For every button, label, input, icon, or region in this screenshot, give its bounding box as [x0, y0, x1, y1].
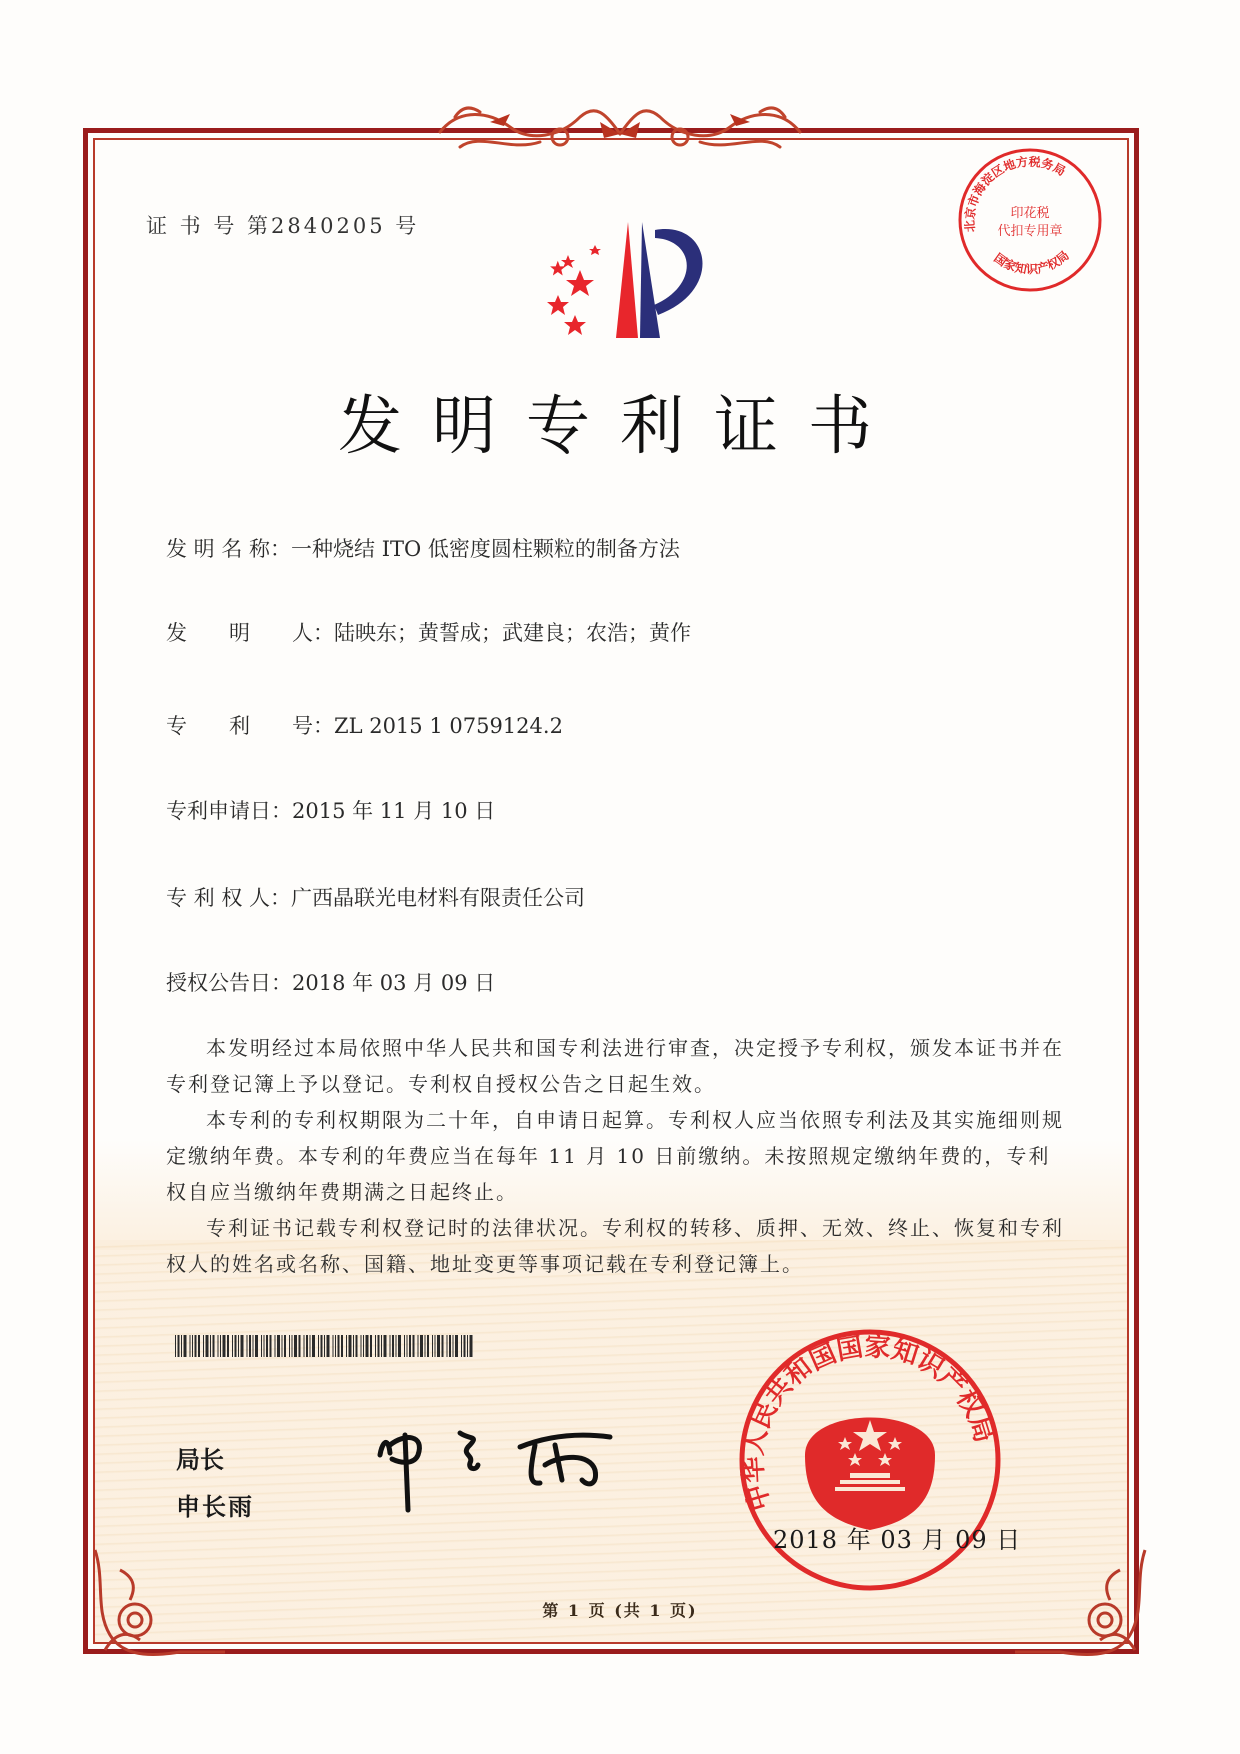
field-value: 广西晶联光电材料有限责任公司 [291, 886, 586, 910]
statement-paragraph: 本专利的专利权期限为二十年，自申请日起算。专利权人应当依照专利法及其实施细则规定缴纳年费。本专利的年费应当在每年 11 月 10 日前缴纳。未按照规定缴纳年费的，专利权自应当缴纳年费期满之日起终止。 [166, 1108, 1064, 1204]
dragon-ornament-icon [400, 92, 840, 162]
document-title: 发明专利证书 [338, 390, 902, 464]
field-application-date [166, 795, 495, 825]
field-value: 一种烧结 ITO 低密度圆柱颗粒的制备方法 [291, 537, 680, 561]
field-label: 发 明 名 称： [166, 537, 292, 561]
field-inventors [166, 617, 691, 647]
seal-date: 2018 年 03 月 09 日 [773, 1526, 1022, 1554]
svg-text:中华人民共和国国家知识产权局: 中华人民共和国国家知识产权局 [738, 1332, 999, 1514]
field-patent-number [166, 710, 563, 740]
field-value: 2018 年 03 月 09 日 [292, 971, 496, 995]
page-number: 第 1 页 (共 1 页) [542, 1601, 698, 1620]
svg-text:北京市海淀区地方税务局: 北京市海淀区地方税务局 [962, 154, 1068, 233]
statement-paragraph: 专利证书记载专利权登记时的法律状况。专利权的转移、质押、无效、终止、恢复和专利权人的姓名或名称、国籍、地址变更等事项记载在专利登记簿上。 [166, 1216, 1064, 1276]
field-invention-name [166, 533, 680, 563]
cnipa-logo-icon [520, 200, 720, 350]
field-value: 2015 年 11 月 10 日 [292, 799, 496, 823]
svg-text:代扣专用章: 代扣专用章 [997, 224, 1063, 239]
certificate-number-suffix: 号 [395, 214, 420, 238]
certificate-statement [166, 1030, 1066, 1282]
certificate-number-value: 2840205 [271, 214, 386, 238]
field-grant-date [166, 967, 495, 997]
field-value: ZL 2015 1 0759124.2 [334, 714, 563, 738]
field-patentee [166, 882, 585, 912]
national-emblem-icon [805, 1418, 935, 1531]
field-label: 授权公告日： [166, 971, 292, 995]
field-label: 专 利 权 人： [166, 886, 292, 910]
director-name: 申长雨 [176, 1493, 254, 1521]
field-label: 发 明 人： [166, 621, 334, 645]
barcode-icon [175, 1335, 475, 1357]
director-signature-icon [370, 1425, 630, 1515]
certificate-number-label: 证 书 号 第 [146, 214, 272, 238]
svg-text:国家知识产权局: 国家知识产权局 [991, 248, 1072, 277]
stamp-duty-seal-icon [955, 145, 1105, 295]
field-value: 陆映东；黄誓成；武建良；农浩；黄作 [334, 621, 691, 645]
field-label: 专利申请日： [166, 799, 292, 823]
statement-paragraph: 本发明经过本局依照中华人民共和国专利法进行审查，决定授予专利权，颁发本证书并在专利登记簿上予以登记。专利权自授权公告之日起生效。 [166, 1036, 1064, 1096]
svg-text:印花税: 印花税 [1010, 206, 1050, 221]
certificate-number [146, 210, 419, 240]
field-label: 专 利 号： [166, 714, 334, 738]
director-title: 局长 [176, 1446, 224, 1474]
